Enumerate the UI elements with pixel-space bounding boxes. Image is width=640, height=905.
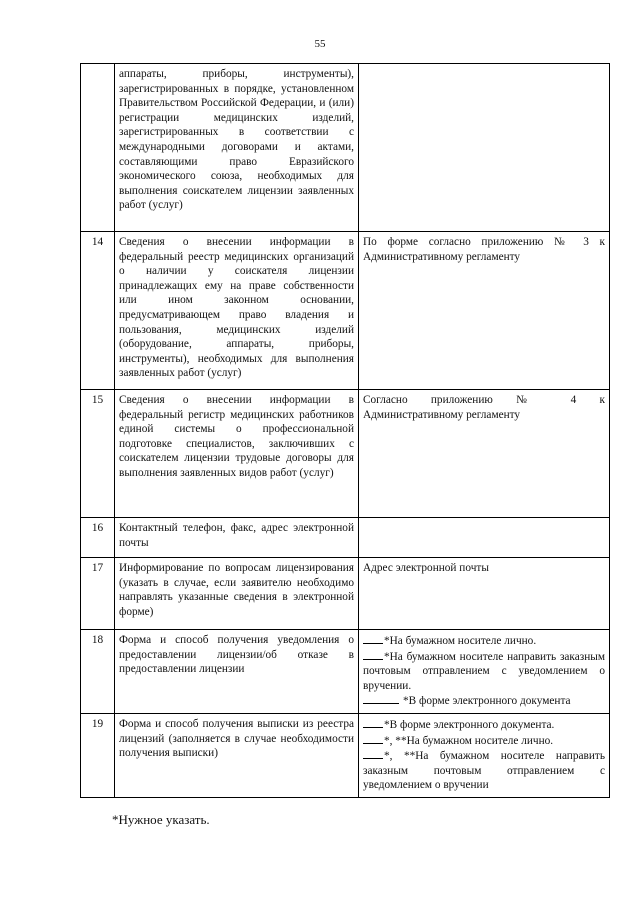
checkbox-blank[interactable] [363,649,383,660]
row-number: 19 [81,713,115,797]
option-line[interactable]: *На бумажном носителе лично. [363,633,605,649]
option-line[interactable]: *, **На бумажном носителе направить заказным почтовым отправлением с уведомлением о вручении [363,750,605,792]
checkbox-blank[interactable] [363,693,399,704]
table-row [81,713,610,797]
table-row [81,630,610,714]
row-options [359,630,610,714]
table-row [81,558,610,630]
checkbox-blank[interactable] [363,733,383,744]
application-table [80,63,610,798]
row-number: 14 [81,232,115,390]
row-value[interactable] [359,518,610,558]
row-description: Сведения о внесении информации в федеральный реестр медицинских организаций о наличии у соискателя лицензии принадлежащих ему на праве собственности или ином законном основании, предусматривающем право владения и пользования, медицинских изделий (оборудование, аппараты, приборы, инструменты), необходимых для выполнения заявленных работ (услуг) [115,232,359,390]
row-number: 18 [81,630,115,714]
option-line[interactable]: *, **На бумажном носителе лично. [363,733,605,749]
row-options [359,713,610,797]
table-row [81,518,610,558]
table-row [81,232,610,390]
row-value[interactable]: По форме согласно приложению № 3 к Административному регламенту [359,232,610,390]
row-number [81,64,115,232]
row-description: Контактный телефон, факс, адрес электронной почты [115,518,359,558]
row-value[interactable] [359,64,610,232]
row-number: 16 [81,518,115,558]
option-line[interactable]: *В форме электронного документа [363,693,605,709]
row-value[interactable]: Адрес электронной почты [359,558,610,630]
row-description: Форма и способ получения уведомления о предоставлении лицензии/об отказе в предоставлении лицензии [115,630,359,714]
page-number: 55 [314,38,326,50]
checkbox-blank[interactable] [363,633,383,644]
checkbox-blank[interactable] [363,748,383,759]
row-number: 15 [81,390,115,518]
row-number: 17 [81,558,115,630]
row-description: Форма и способ получения выписки из реестра лицензий (заполняется в случае необходимости получения выписки) [115,713,359,797]
table-row [81,64,610,232]
row-description: аппараты, приборы, инструменты), зарегистрированных в порядке, установленном Правительством Российской Федерации, и (или) регистрации медицинских изделий, зарегистрированных в соответствии с международными договорами и актами, составляющими право Евразийского экономического союза, необходимых для выполнения соискателем лицензии заявленных работ (услуг) [115,64,359,232]
row-description: Информирование по вопросам лицензирования (указать в случае, если заявителю необходимо направлять указанные сведения в электронной форме) [115,558,359,630]
checkbox-blank[interactable] [363,717,383,728]
footnote: *Нужное указать. [112,812,210,827]
table-row [81,390,610,518]
option-line[interactable]: *В форме электронного документа. [363,717,605,733]
row-value[interactable]: Согласно приложению № 4 к Административному регламенту [359,390,610,518]
option-line[interactable]: *На бумажном носителе направить заказным почтовым отправлением с уведомлением о вручении. [363,650,605,692]
row-description: Сведения о внесении информации в федеральный регистр медицинских работников единой системы о профессиональной подготовке специалистов, заключивших с соискателем лицензии трудовые договоры для выполнения заявленных видов работ (услуг) [115,390,359,518]
